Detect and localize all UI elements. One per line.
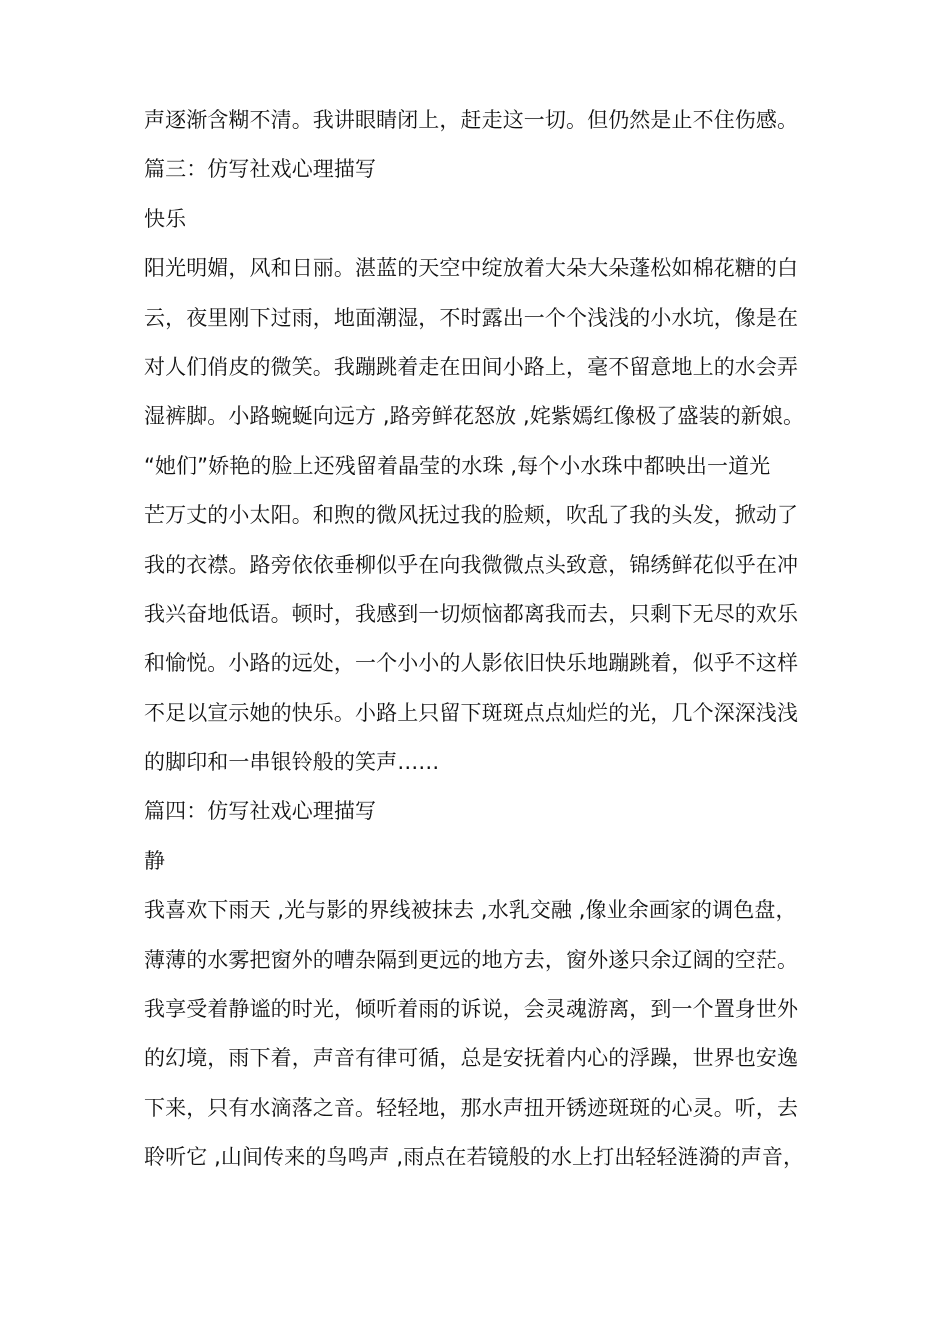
essay-title: 快乐 <box>144 206 187 231</box>
paragraph-line: 声逐渐含糊不清。我讲眼睛闭上，赶走这一切。但仍然是止不住伤感。 <box>144 108 799 132</box>
section-heading: 篇三：仿写社戏心理描写 <box>144 157 377 182</box>
paragraph-line: 薄薄的水雾把窗外的嘈杂隔到更远的地方去，窗外遂只余辽阔的空茫。 <box>144 947 799 972</box>
paragraph-line: 下来，只有水滴落之音。轻轻地，那水声扭开锈迹斑斑的心灵。听，去 <box>144 1095 799 1120</box>
paragraph-line: 我享受着静谧的时光，倾听着雨的诉说，会灵魂游离，到一个置身世外 <box>144 997 799 1022</box>
paragraph-line: 对人们俏皮的微笑。我蹦跳着走在田间小路上，毫不留意地上的水会弄 <box>144 354 799 379</box>
paragraph-line: 聆听它 ,山间传来的鸟鸣声 ,雨点在若镜般的水上打出轻轻涟漪的声音， <box>144 1145 805 1170</box>
document-body <box>144 96 824 1183</box>
paragraph-line: 不足以宣示她的快乐。小路上只留下斑斑点点灿烂的光，几个深深浅浅 <box>144 700 799 725</box>
essay-title: 静 <box>144 848 166 873</box>
paragraph-line: 我的衣襟。路旁依依垂柳似乎在向我微微点头致意，锦绣鲜花似乎在冲 <box>144 552 799 577</box>
paragraph-line: 我兴奋地低语。顿时，我感到一切烦恼都离我而去，只剩下无尽的欢乐 <box>144 601 799 626</box>
paragraph-line: “她们”娇艳的脸上还残留着晶莹的水珠 ,每个小水珠中都映出一道光 <box>144 453 771 478</box>
paragraph-line: 芒万丈的小太阳。和煦的微风抚过我的脸颊，吹乱了我的头发，掀动了 <box>144 503 799 528</box>
section-heading: 篇四：仿写社戏心理描写 <box>144 799 377 824</box>
paragraph-line: 的幻境，雨下着，声音有律可循，总是安抚着内心的浮躁，世界也安逸 <box>144 1046 799 1071</box>
paragraph-line: 的脚印和一串银铃般的笑声…… <box>144 750 440 775</box>
paragraph-line: 阳光明媚，风和日丽。湛蓝的天空中绽放着大朵大朵蓬松如棉花糖的白 <box>144 256 799 281</box>
paragraph-line: 湿裤脚。小路蜿蜒向远方 ,路旁鲜花怒放 ,姹紫嫣红像极了盛装的新娘。 <box>144 404 805 429</box>
paragraph-line: 云，夜里刚下过雨，地面潮湿，不时露出一个个浅浅的小水坑，像是在 <box>144 305 799 330</box>
paragraph-line: 和愉悦。小路的远处，一个小小的人影依旧快乐地蹦跳着，似乎不这样 <box>144 651 799 676</box>
paragraph-line: 我喜欢下雨天 ,光与影的界线被抹去 ,水乳交融 ,像业余画家的调色盘， <box>144 898 797 923</box>
